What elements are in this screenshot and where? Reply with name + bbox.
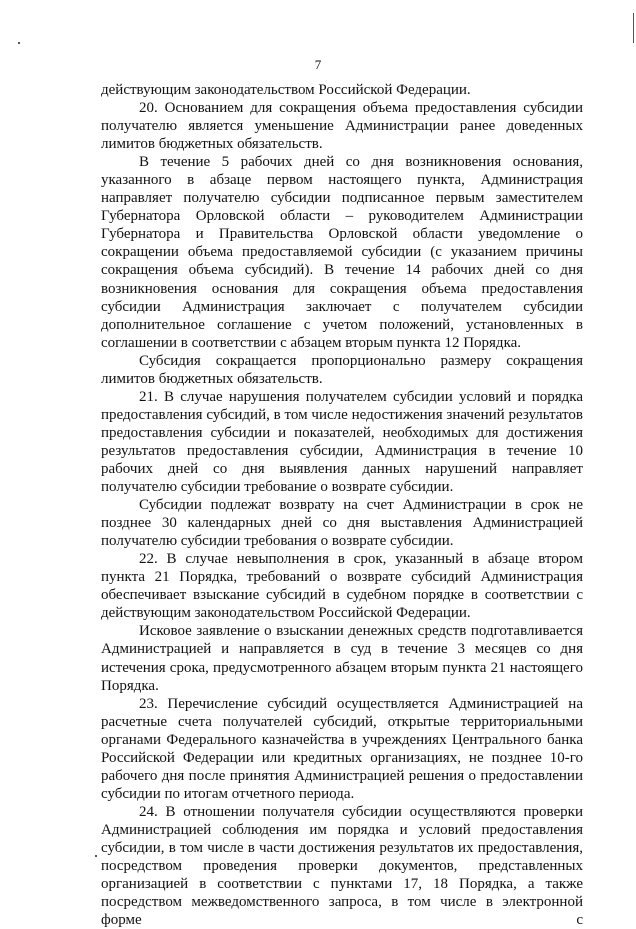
- scan-edge-mark: [633, 13, 634, 43]
- paragraph-item-20: 20. Основанием для сокращения объема предоставления субсидии получателю является уменьшение Администрации ранее доведенных лимитов бюджетных обязательств.: [101, 100, 583, 153]
- paragraph-item-23: 23. Перечисление субсидий осуществляется Администрацией на расчетные счета получателей субсидий, открытые территориальными органами Федерального казначейства в учреждениях Центрального банка Российской Федерации или кредитных организациях, не позднее 10-го рабочего дня после принятия Администрацией решения о предоставлении субсидии по итогам отчетного периода.: [101, 695, 583, 802]
- document-body: [101, 81, 583, 929]
- paragraph-item-24: 24. В отношении получателя субсидии осуществляются проверки Администрацией соблюдения им порядка и условий предоставления субсидии, в том числе в части достижения результатов их предоставления, посредством проведения проверки документов, представленных организацией в соответствии с пунктами 17, 18 Порядка, а также посредством межведомственного запроса, в том числе в электронной форме с: [101, 803, 583, 929]
- paragraph-item-20-reduction: Субсидия сокращается пропорционально размеру сокращения лимитов бюджетных обязательств.: [101, 352, 583, 387]
- paragraph-item-21-return: Субсидии подлежат возврату на счет Администрации в срок не позднее 30 календарных дней со дня выставления Администрацией получателю субсидии требования о возврате субсидии.: [101, 497, 583, 550]
- paragraph-item-22: 22. В случае невыполнения в срок, указанный в абзаце втором пункта 21 Порядка, требований о возврате субсидий Администрация обеспечивает взыскание субсидий в судебном порядке в соответствии с действующим законодательством Российской Федерации.: [101, 551, 583, 622]
- page-number: 7: [314, 57, 322, 72]
- paragraph-item-20-notice: В течение 5 рабочих дней со дня возникновения основания, указанного в абзаце первом настоящего пункта, Администрация направляет получателю субсидии подписанное первым заместителем Губернатора Орловской области – руководителем Администрации Губернатора и Правительства Орловской области уведомление о сокращении объема предоставляемой субсидии (с указанием причины сокращения объема субсидий). В течение 14 рабочих дней со дня возникновения основания для сокращения объема предоставления субсидии Администрация заключает с получателем субсидии дополнительное соглашение с учетом положений, установленных в соглашении в соответствии с абзацем вторым пункта 12 Порядка.: [101, 154, 583, 351]
- scan-dot-mark: [95, 855, 97, 857]
- paragraph-item-21: 21. В случае нарушения получателем субсидии условий и порядка предоставления субсидий, в том числе недостижения значений результатов предоставления субсидии и показателей, необходимых для достижения результатов предоставления субсидии, Администрация в течение 10 рабочих дней со дня выявления данных нарушений направляет получателю субсидии требование о возврате субсидии.: [101, 388, 583, 496]
- paragraph-item-22-claim: Исковое заявление о взыскании денежных средств подготавливается Администрацией и направляется в суд в течение 3 месяцев со дня истечения срока, предусмотренного абзацем вторым пункта 21 настоящего Порядка.: [101, 623, 583, 694]
- scan-dot-mark: [18, 42, 20, 44]
- paragraph-continuation: действующим законодательством Российской Федерации.: [101, 82, 471, 98]
